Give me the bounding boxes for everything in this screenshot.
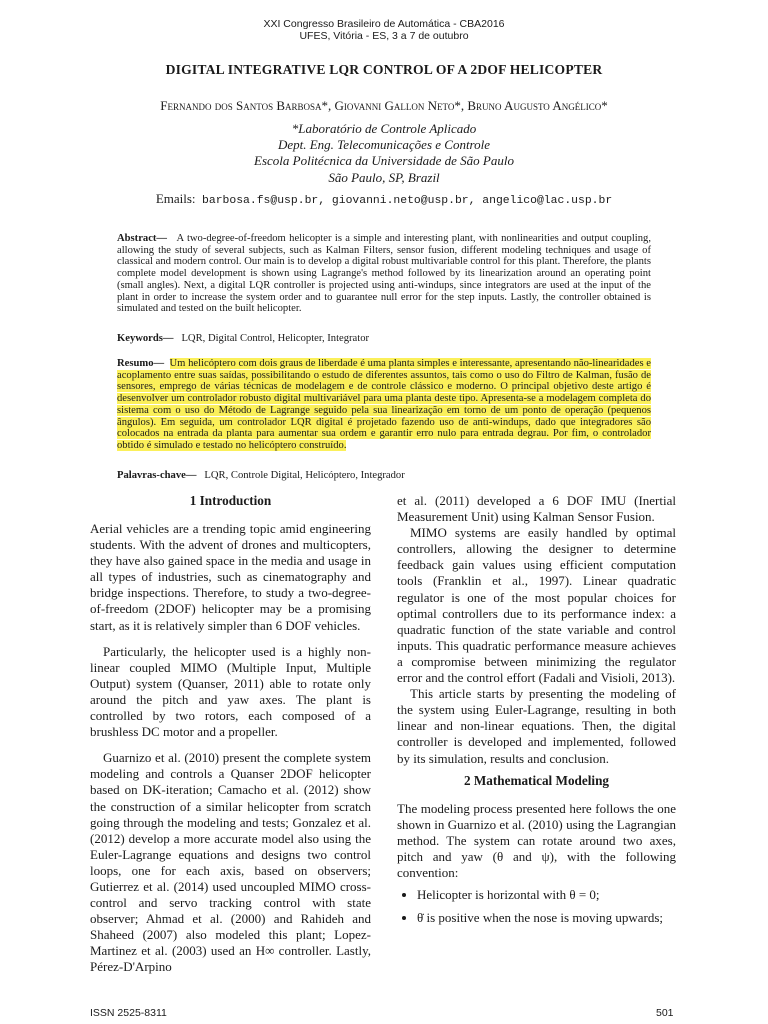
- abstract: [117, 233, 651, 315]
- modeling-body: [397, 801, 676, 932]
- palavras-text: LQR, Controle Digital, Helicóptero, Integrador: [204, 470, 405, 481]
- page-number: 501: [656, 1007, 674, 1019]
- conference-name: XXI Congresso Brasileiro de Automática - CBA2016: [263, 18, 505, 30]
- affiliation-lab: *Laboratório de Controle Aplicado: [291, 121, 477, 136]
- abstract-label: Abstract—: [117, 233, 168, 244]
- conference-header: [0, 18, 768, 42]
- list-item: • Helicopter is horizontal with θ = 0;: [417, 887, 676, 903]
- list-item: • θ̇ is positive when the nose is moving upwards;: [417, 910, 676, 926]
- intro-paragraph-2: Particularly, the helicopter used is a highly non-linear coupled MIMO (Multiple Input, Multiple Output) system (Quanser, 2011) able to rotate only around the pitch and yaw axes. The plant is controlled by two rotors, each composed of a brushless DC motor and a propeller.: [90, 643, 371, 740]
- palavras-label: Palavras-chave—: [117, 470, 197, 481]
- keywords-text: LQR, Digital Control, Helicopter, Integrator: [181, 333, 370, 344]
- palavras-chave: [117, 470, 651, 482]
- modeling-paragraph: The modeling process presented here follows the one shown in Guarnizo et al. (2010) using the Lagrangian method. The system can rotate around two axes, pitch and yaw (θ and ψ), with the following convention:: [397, 801, 676, 881]
- conference-location: UFES, Vitória - ES, 3 a 7 de outubro: [299, 30, 469, 42]
- affiliation: [0, 121, 768, 186]
- section-heading-introduction: 1 Introduction: [189, 493, 272, 508]
- emails: [0, 191, 768, 207]
- left-column: [90, 521, 371, 976]
- footer-issn: ISSN 2525-8311: [90, 1007, 167, 1019]
- right-column: [397, 493, 676, 767]
- resumo-label: Resumo—: [117, 358, 165, 369]
- keywords-label: Keywords—: [117, 333, 174, 344]
- affiliation-dept: Dept. Eng. Telecomunicações e Controle: [277, 137, 491, 153]
- intro-continued: et al. (2011) developed a 6 DOF IMU (Inertial Measurement Unit) using Kalman Sensor Fusion.: [397, 493, 676, 525]
- resumo: [117, 358, 651, 452]
- author-list: Fernando dos Santos Barbosa*, Giovanni Gallon Neto*, Bruno Augusto Angélico*: [160, 98, 608, 113]
- intro-paragraph-1: Aerial vehicles are a trending topic amid engineering students. With the advent of drones and multicopters, they have also gained space in the media and usage in all types of industries, such as cinematography and bridge inspections. Therefore, to study a two-degree-of-freedom (2DOF) helicopter may be a promising start, as it is relatively simpler than 6 DOF vehicles.: [90, 521, 371, 633]
- affiliation-school: Escola Politécnica da Universidade de São Paulo: [254, 153, 514, 169]
- intro-paragraph-3: Guarnizo et al. (2010) present the complete system modeling and controls a Quanser 2DOF helicopter based on DK-iteration; Camacho et al. (2012) show the construction of a similar helicopter from scratch going through the modeling and tests; Gonzalez et al. (2012) develop a more accurate model also using the Euler-Lagrange equations and designs two control loops, one for each axis, based on observers; Gutierrez et al. (2014) used uncoupled MIMO cross-control and servo tracking control with state observer; Ahmad et al. (2000) and Rahideh and Shaheed (2007) also modeled this plant; Lopez-Martinez et al. (2003) used an H∞ controller. Lastly, Pérez-D'Arpino: [90, 750, 371, 975]
- resumo-highlighted-text: Um helicóptero com dois graus de liberdade é uma planta simples e interessante, apresentando não-linearidades e acoplamento entre suas saídas, possibilitando o estudo de diferentes assuntos, tais como o uso do Filtro de Kalman, fusão de sensores, emprego de várias técnicas de modelagem e de controle clássico e moderno. O principal objetivo deste artigo é desenvolver um controlador robusto digital multivariável para uma planta deste tipo. Apresenta-se a modelagem completa do sistema com o uso do Método de Lagrange seguido pela sua linearização em torno de um ponto de operação (pequenos ângulos). Em seguida, um controlador LQR digital é projetado fazendo uso de anti-windups, dado que integradores são colocados na entrada da planta para aumentar sua ordem e garantir erro nulo para entrada degrau. Por fim, o controlador obtido é simulado e testado no helicóptero construído.: [117, 358, 652, 451]
- keywords: [117, 333, 651, 345]
- affiliation-city: São Paulo, SP, Brazil: [328, 169, 440, 185]
- convention-list: [397, 887, 676, 925]
- paper-title: DIGITAL INTEGRATIVE LQR CONTROL OF A 2DOF HELICOPTER: [165, 62, 603, 77]
- emails-label: Emails:: [155, 191, 196, 206]
- emails-list: barbosa.fs@usp.br, giovanni.neto@usp.br, angelico@lac.usp.br: [202, 195, 613, 207]
- abstract-text: A two-degree-of-freedom helicopter is a simple and interesting plant, with nonlinearities and output coupling, allowing the study of several subjects, such as Kalman Filters, sensor fusion, different modeling techniques and usage of classical and modern control. Our main is to develop a digital robust multivariable control for this plant. Therefore, the plants complete model development is shown using Lagrange's method followed by its linearization around an operating point (small angles). Next, a digital LQR controller is projected using anti-windups, since integrators are used at the input of the plant in order to increase the system order and to guarantee null error for the step inputs. Lastly, the controller obtained is simulated and tested on the built helicopter.: [117, 233, 651, 315]
- intro-paragraph-4: MIMO systems are easily handled by optimal controllers, allowing the designer to determine feedback gain values using efficient computation tools (Franklin et al., 1997). Linear quadratic regulator is one of the most popular choices for optimal controllers due to its performance index: a quadratic function of the state variable and control inputs. This quadratic performance measure achieves a compromise between minimizing the regulator error and the control effort (Fadali and Visioli, 2013).: [397, 525, 676, 686]
- intro-paragraph-5: This article starts by presenting the modeling of the system using Euler-Lagrange, resulting in both linear and non-linear equations. Then, the digital controller is developed and implemented, followed by its simulation, results and conclusion.: [397, 686, 676, 766]
- section-heading-modeling: 2 Mathematical Modeling: [463, 773, 610, 788]
